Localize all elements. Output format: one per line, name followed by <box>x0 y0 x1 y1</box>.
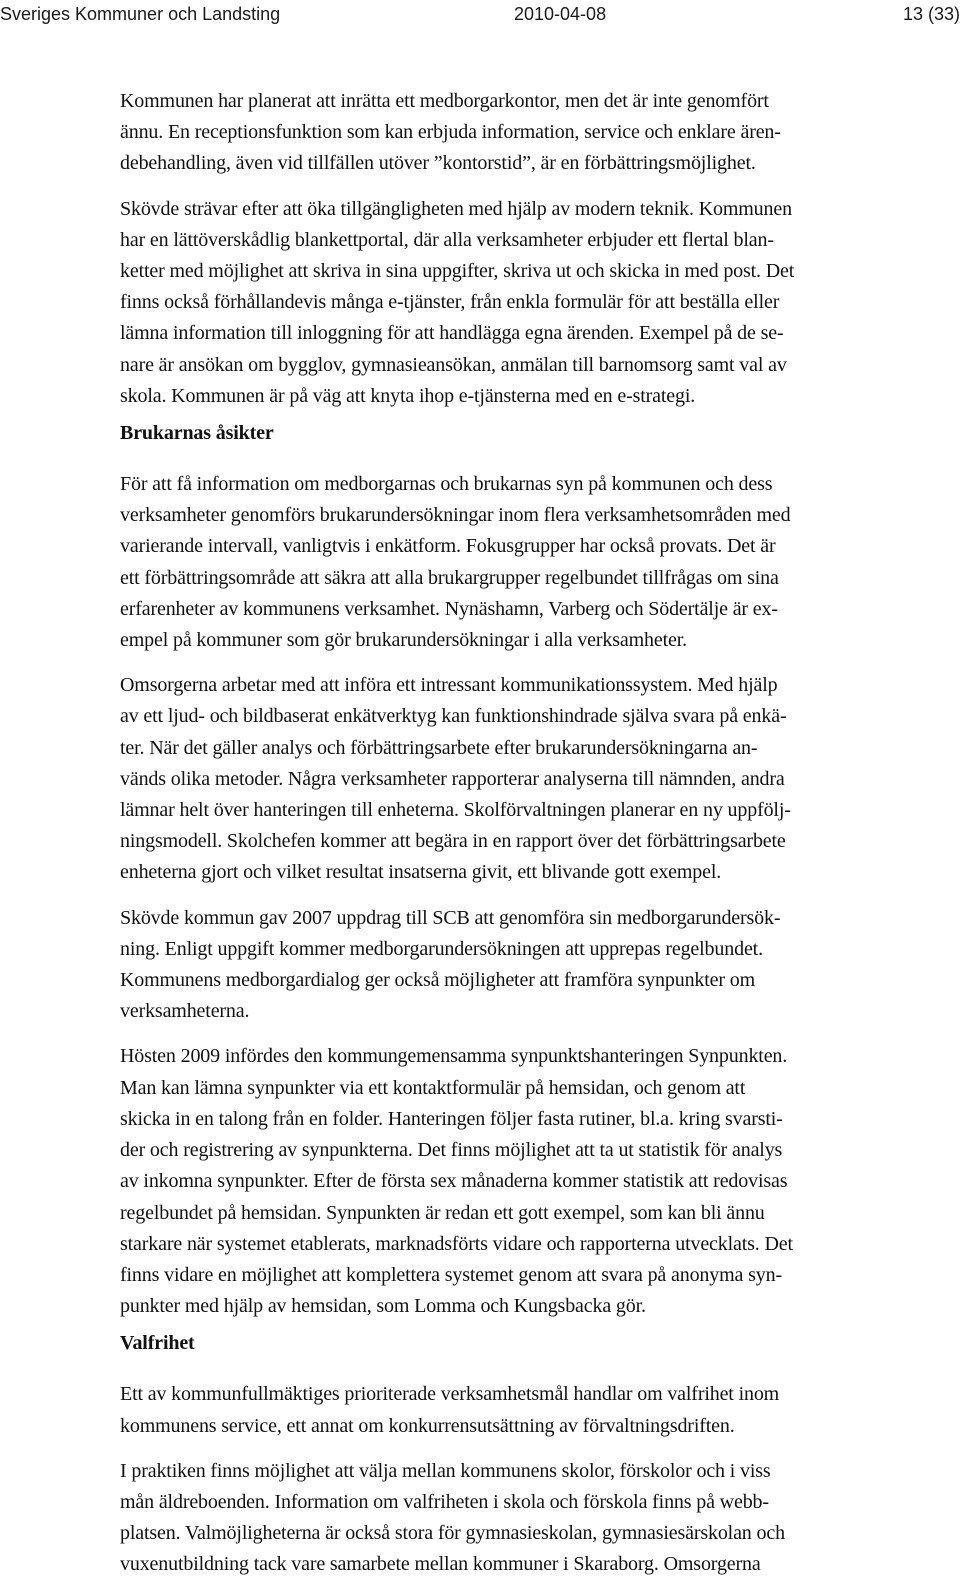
paragraph-verksamhetsmal: Ett av kommunfullmäktiges prioriterade verksamhetsmål handlar om valfrihet inom kommunens service, ett annat om konkurrensutsättning av förvaltningsdriften. <box>120 1383 780 1437</box>
paragraph-synpunkten: Hösten 2009 infördes den kommungemensamma synpunktshanteringen Synpunkten. Man kan lämna synpunkter via ett kontaktformulär på hemsidan, och genom att skicka in en talong från en folder. Hanteringen följer fasta rutiner, bl.a. kring svarsti- der och registrering av synpunkterna. Det finns möjlighet att ta ut statistik för analys av inkomna synpunkter. Efter de första sex månaderna kommer statistik att redovisas regelbundet på hemsidan. Synpunkten är redan ett gott exempel, som kan bli ännu starkare när systemet etablerats, marknadsförts vidare och rapporterna utvecklats. Det finns vidare en möjlighet att komplettera systemet genom att svara på anonyma syn- punkter med hjälp av hemsidan, som Lomma och Kungsbacka gör. <box>120 1045 793 1318</box>
paragraph-brukarundersokningar: För att få information om medborgarnas och brukarnas syn på kommunen och dess verksamheter genomförs brukarundersökningar inom flera verksamhetsområden med varierande intervall, vanligtvis i enkätform. Fokusgrupper har också provats. Det är ett förbättringsområde att säkra att alla brukargrupper regelbundet tillfrågas om sina erfarenheter av kommunens verksamhet. Nynäshamn, Varberg och Södertälje är ex- empel på kommuner som gör brukarundersökningar i alla verksamheter. <box>120 473 791 652</box>
paragraph-medborgarkontor: Kommunen har planerat att inrätta ett medborgarkontor, men det är inte genomfört ännu. En receptionsfunktion som kan erbjuda information, service och enklare ären- debehandling, även vid tillfällen utöver ”kontorstid”, är en förbättringsmöjlighet. <box>120 90 781 175</box>
page-header <box>0 0 960 30</box>
paragraph-valmojligheter: I praktiken finns möjlighet att välja mellan kommunens skolor, förskolor och i viss mån äldreboenden. Information om valfriheten i skola och förskola finns på webb- platsen. Valmöjligheterna är också stora för gymnasieskolan, gymnasiesärskolan och vuxenutbildning tack vare samarbete mellan kommuner i Skaraborg. Omsorgerna <box>120 1459 785 1576</box>
document-body <box>120 86 900 1581</box>
document-date: 2010-04-08 <box>514 4 607 24</box>
paragraph-omsorgerna: Omsorgerna arbetar med att införa ett intressant kommunikationssystem. Med hjälp av ett ljud- och bildbaserat enkätverktyg kan funktionshindrade själva svara på enkä- ter. När det gäller analys och förbättringsarbete efter brukarundersökningarna an- vänds olika metoder. Några verksamheter rapporterar analyserna till nämnden, andra lämnar helt över hanteringen till enheterna. Skolförvaltningen planerar en ny uppfölj- ningsmodell. Skolchefen kommer att begära in en rapport över det förbättringsarbete enheterna gjort och vilket resultat insatserna givit, ett blivande gott exempel. <box>120 674 791 884</box>
organization-name: Sveriges Kommuner och Landsting <box>0 4 281 24</box>
paragraph-modern-teknik: Skövde strävar efter att öka tillgängligheten med hjälp av modern teknik. Kommunen har en lättöverskådlig blankettportal, där alla verksamheter erbjuder ett flertal blan- ketter med möjlighet att skriva in sina uppgifter, skriva ut och skicka in med post. Det finns också förhållandevis många e-tjänster, från enkla formulär för att beställa eller lämna information till inloggning för att handlägga egna ärenden. Exempel på de se- nare är ansökan om bygglov, gymnasieansökan, anmälan till barnomsorg samt val av skola. Kommunen är på väg att knyta ihop e-tjänsterna med en e-strategi. <box>120 197 795 407</box>
paragraph-scb-undersokning: Skövde kommun gav 2007 uppdrag till SCB att genomföra sin medborgarundersök- ning. Enligt uppgift kommer medborgarundersökningen att upprepas regelbundet. Kommunens medborgardialog ger också möjligheter att framföra synpunkter om verksamheterna. <box>120 906 781 1023</box>
section-heading-brukarnas-asikter: Brukarnas åsikter <box>120 422 274 445</box>
page-number: 13 (33) <box>902 4 960 24</box>
section-heading-valfrihet: Valfrihet <box>120 1332 195 1355</box>
